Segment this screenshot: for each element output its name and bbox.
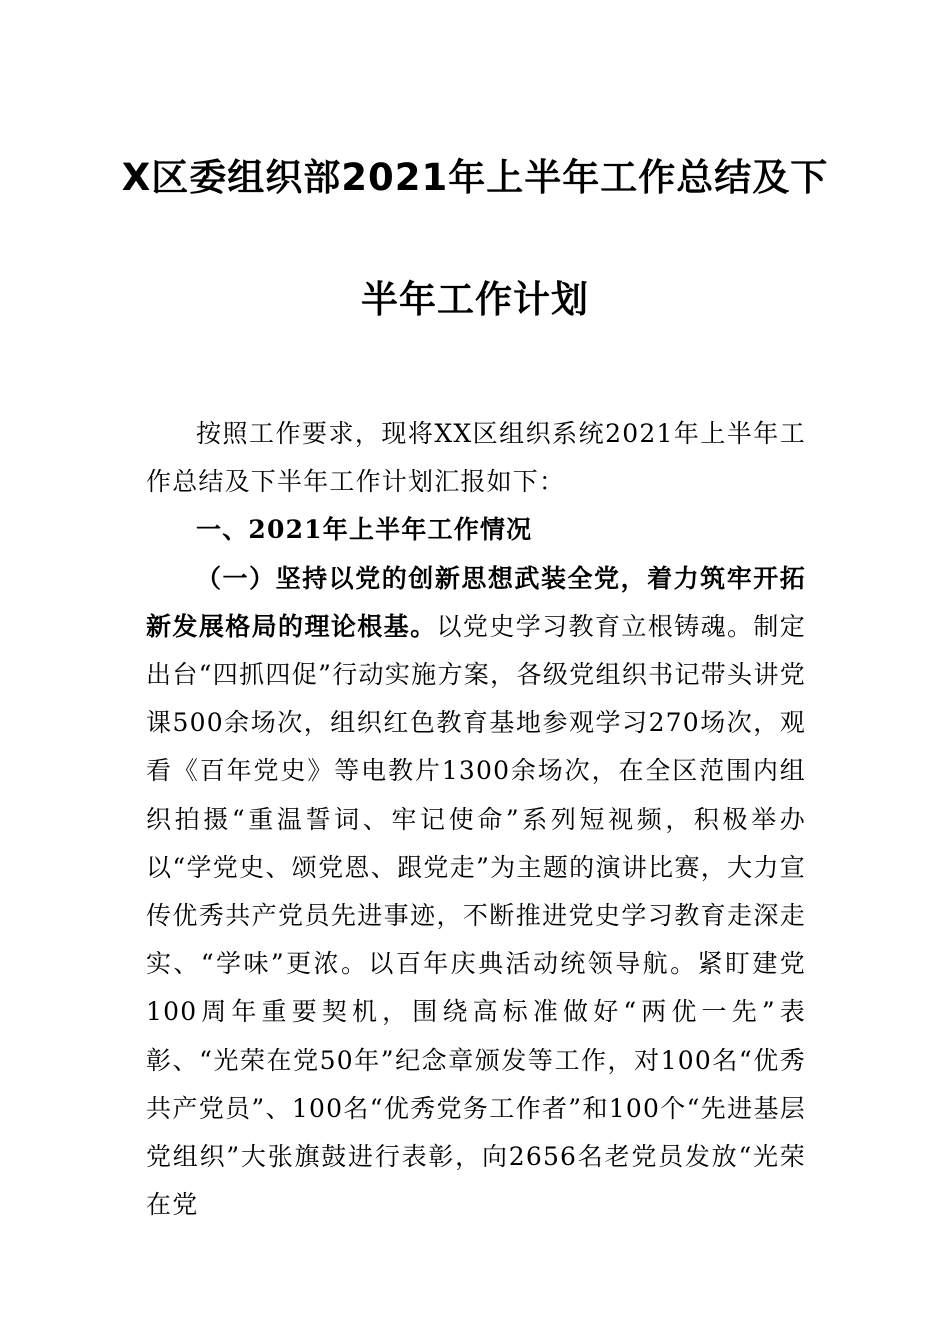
document-title-line-1: X区委组织部2021年上半年工作总结及下: [121, 156, 829, 199]
document-body: [146, 410, 806, 1229]
document-title-line-2: 半年工作计划: [361, 278, 589, 321]
subsection-heading: （一）坚持以党的创新思想武装全党，着力筑牢开拓新发展格局的理论根基。: [146, 563, 806, 641]
subsection-body-text: 以党史学习教育立根铸魂。制定出台“四抓四促”行动实施方案，各级党组织书记带头讲党课500余场次，组织红色教育基地参观学习270场次，观看《百年党史》等电教片1300余场次，在全区范围内组织拍摄“重温誓词、牢记使命”系列短视频，积极举办以“学党史、颂党恩、跟党走”为主题的演讲比赛，大力宣传优秀共产党员先进事迹，不断推进党史学习教育走深走实、“学味”更浓。以百年庆典活动统领导航。紧盯建党100周年重要契机，围绕高标准做好“两优一先”表彰、“光荣在党50年”纪念章颁发等工作，对100名“优秀共产党员”、100名“优秀党务工作者”和100个“先进基层党组织”大张旗鼓进行表彰，向2656名老党员发放“光荣在党: [146, 611, 807, 1220]
intro-paragraph: 按照工作要求，现将XX区组织系统2021年上半年工作总结及下半年工作计划汇报如下：: [146, 419, 806, 497]
section-heading: 一、2021年上半年工作情况: [196, 515, 533, 545]
subsection-paragraph: [146, 555, 806, 1230]
